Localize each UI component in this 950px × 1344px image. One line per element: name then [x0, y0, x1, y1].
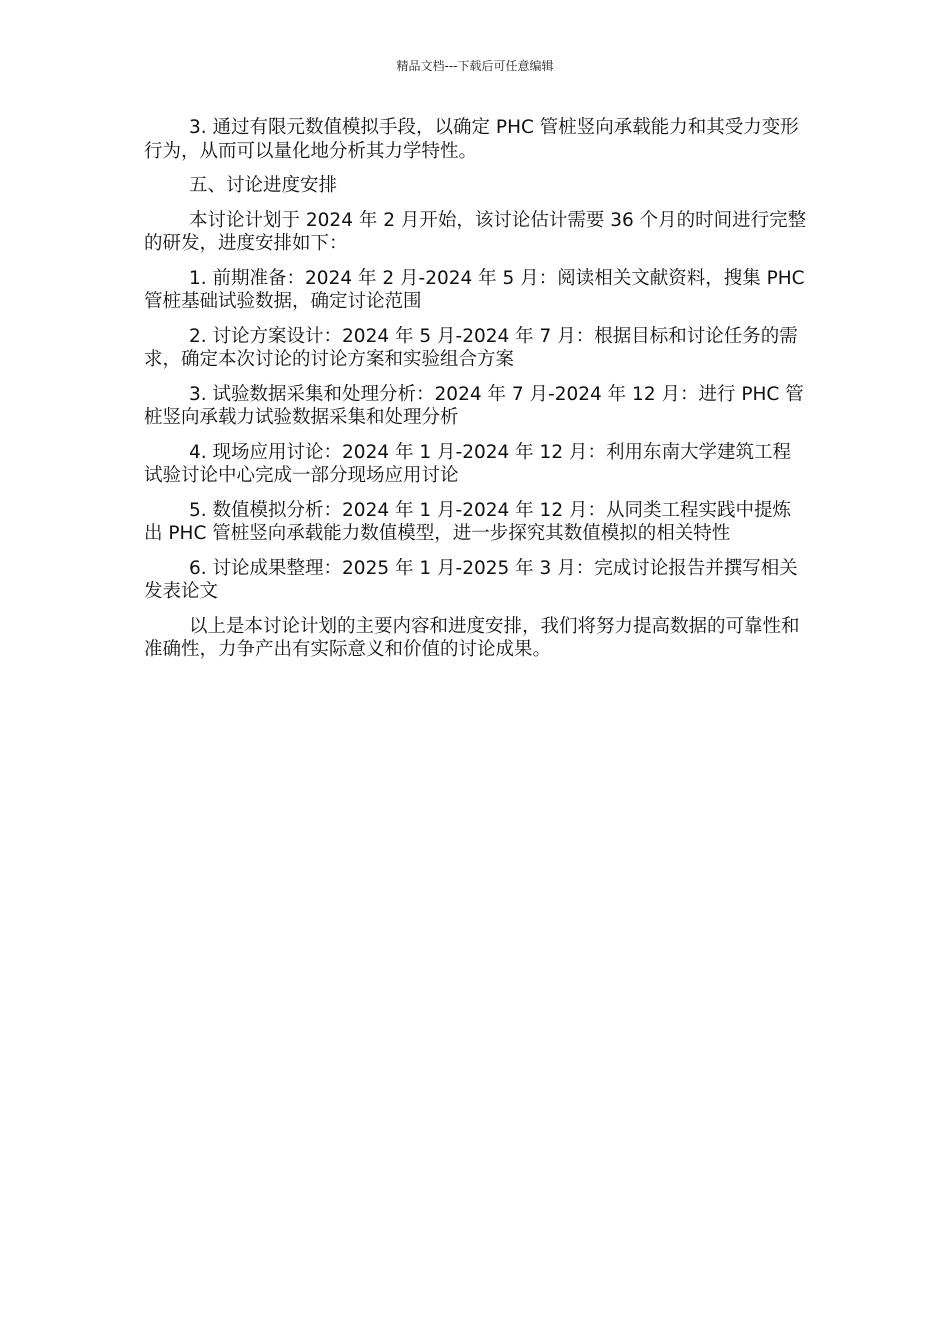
- schedule-item-2: 2. 讨论方案设计：2024 年 5 月-2024 年 7 月：根据目标和讨论任务的需求，确定本次讨论的讨论方案和实验组合方案: [144, 325, 798, 370]
- schedule-item-6: 6. 讨论成果整理：2025 年 1 月-2025 年 3 月：完成讨论报告并撰写相关发表论文: [144, 557, 798, 602]
- paragraph-item-3-fem: 3. 通过有限元数值模拟手段，以确定 PHC 管桩竖向承载能力和其受力变形行为，从而可以量化地分析其力学特性。: [144, 117, 799, 162]
- document-body: [144, 116, 808, 673]
- paragraph-schedule-intro: 本讨论计划于 2024 年 2 月开始，该讨论估计需要 36 个月的时间进行完整的研发，进度安排如下：: [144, 209, 807, 254]
- schedule-item-4: 4. 现场应用讨论：2024 年 1 月-2024 年 12 月：利用东南大学建筑工程试验讨论中心完成一部分现场应用讨论: [144, 441, 791, 486]
- page-header: 精品文档---下载后可任意编辑: [396, 59, 554, 73]
- schedule-item-5: 5. 数值模拟分析：2024 年 1 月-2024 年 12 月：从同类工程实践中提炼出 PHC 管桩竖向承载能力数值模型，进一步探究其数值模拟的相关特性: [144, 499, 791, 544]
- section-heading-schedule: 五、讨论进度安排: [189, 175, 338, 196]
- schedule-item-1: 1. 前期准备：2024 年 2 月-2024 年 5 月：阅读相关文献资料，搜集 PHC 管桩基础试验数据，确定讨论范围: [144, 267, 805, 312]
- schedule-item-3: 3. 试验数据采集和处理分析：2024 年 7 月-2024 年 12 月：进行 PHC 管桩竖向承载力试验数据采集和处理分析: [144, 383, 804, 428]
- paragraph-conclusion: 以上是本讨论计划的主要内容和进度安排，我们将努力提高数据的可靠性和准确性，力争产出有实际意义和价值的讨论成果。: [144, 615, 800, 660]
